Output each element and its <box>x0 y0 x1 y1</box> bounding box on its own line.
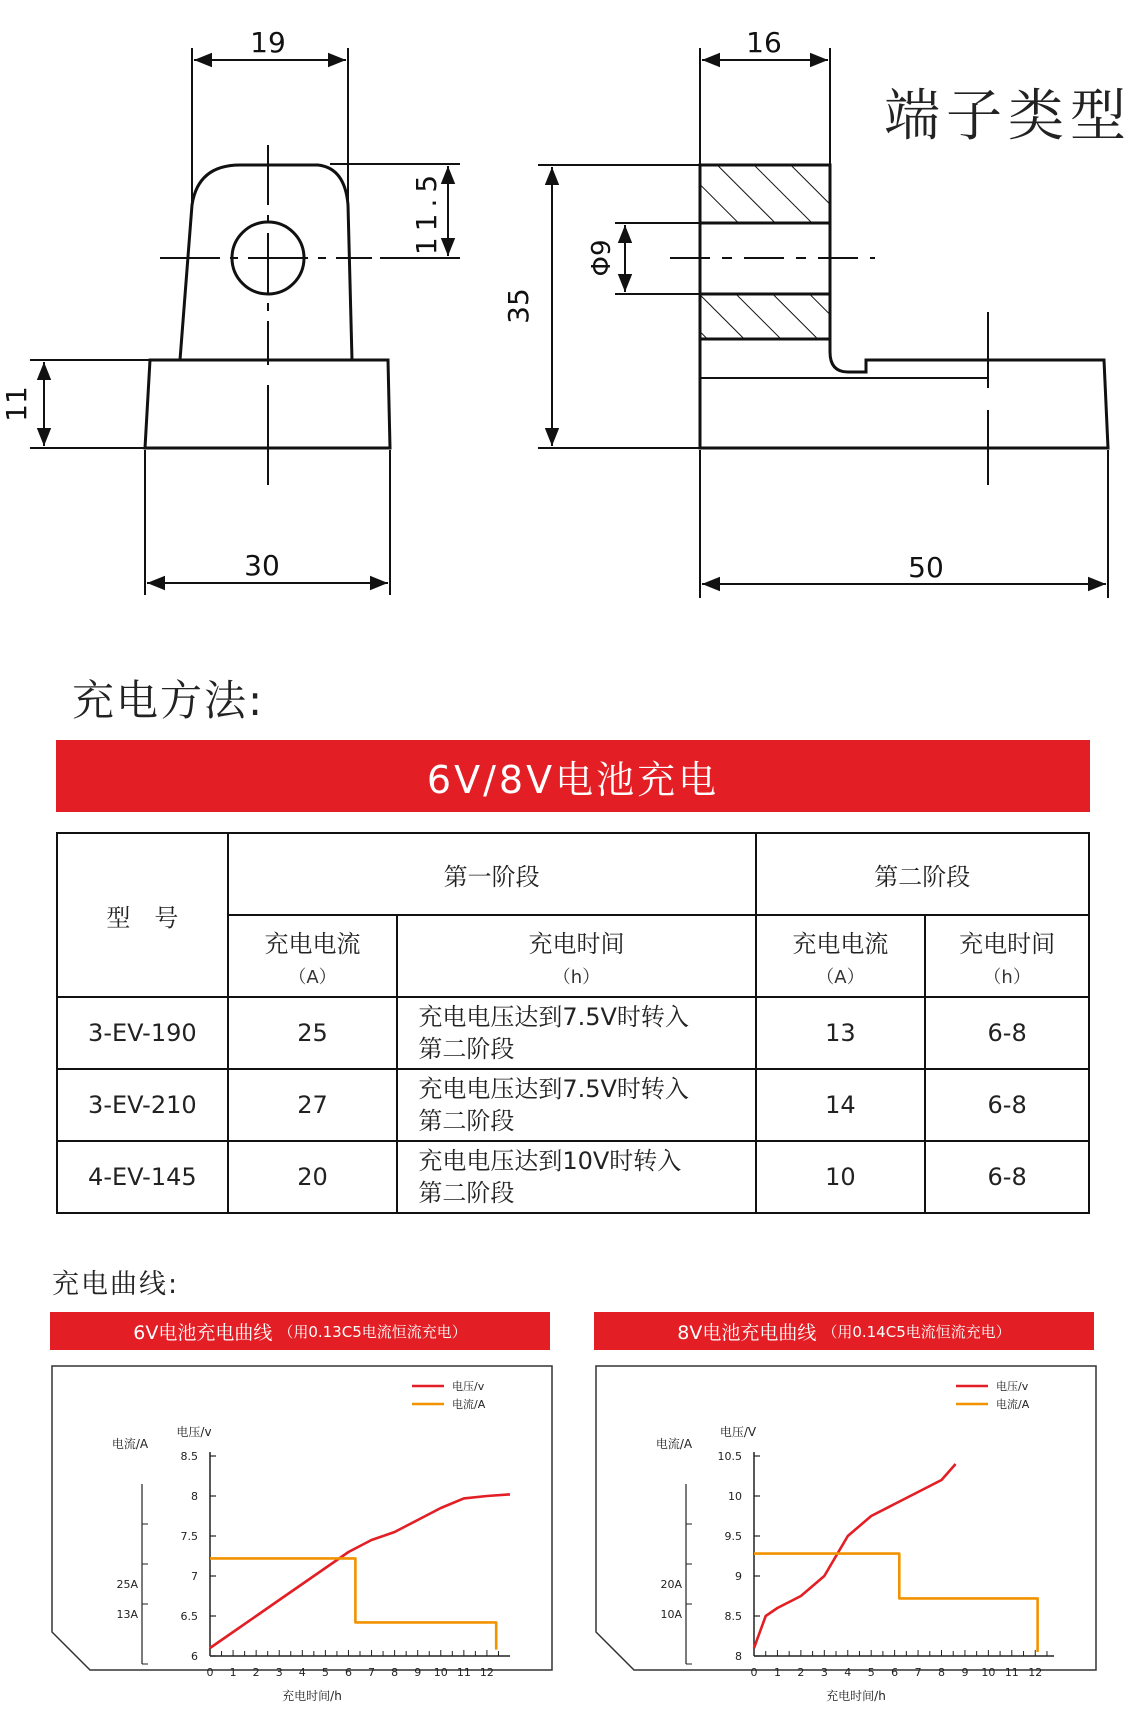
x-tick-label: 7 <box>368 1666 376 1679</box>
charging-banner: 6V/8V电池充电 <box>56 740 1090 812</box>
chart1-note: （用0.13C5电流恒流充电） <box>278 1322 467 1341</box>
y-tick-label: 6 <box>191 1650 198 1663</box>
x-tick-label: 2 <box>252 1666 260 1679</box>
y-tick-label: 10 <box>728 1490 742 1503</box>
x-tick-label: 12 <box>1028 1666 1043 1679</box>
current-axis-label: 电流/A <box>655 1437 693 1451</box>
lug-outline <box>180 165 352 360</box>
y-tick-label: 8 <box>735 1650 742 1663</box>
time2-cell: 6-8 <box>925 1141 1089 1213</box>
side-view <box>670 165 1108 485</box>
chart2-title-bar <box>594 1312 1094 1350</box>
current1-cell: 20 <box>228 1141 398 1213</box>
x-tick-label: 3 <box>820 1666 828 1679</box>
y-tick-label: 9.5 <box>724 1530 742 1543</box>
y-tick-label: 7 <box>191 1570 198 1583</box>
y-axis-label: 电压/v <box>176 1425 212 1439</box>
x-tick-label: 4 <box>298 1666 306 1679</box>
time-label: 充电时间 <box>528 929 625 958</box>
y-tick-label: 8.5 <box>180 1450 198 1463</box>
legend-label: 电压/v <box>452 1380 485 1393</box>
table-row <box>57 1141 1089 1213</box>
front-dimensions <box>30 48 460 595</box>
current-line <box>754 1554 1038 1652</box>
x-tick-label: 6 <box>344 1666 352 1679</box>
model-cell: 3-EV-190 <box>57 997 228 1069</box>
x-tick-label: 4 <box>844 1666 852 1679</box>
x-tick-label: 7 <box>914 1666 922 1679</box>
x-axis-label: 充电时间/h <box>826 1689 886 1703</box>
current-tick-label: 25A <box>116 1578 138 1591</box>
stage2-current-header <box>756 915 926 997</box>
time1-line2: 第二阶段 <box>418 1035 515 1063</box>
y-tick-label: 6.5 <box>180 1610 198 1623</box>
dim-16: 16 <box>746 26 782 59</box>
time2-cell: 6-8 <box>925 997 1089 1069</box>
legend-label: 电流/A <box>452 1398 486 1411</box>
dim-30: 30 <box>244 549 280 582</box>
chart1-svg <box>50 1364 554 1703</box>
x-tick-label: 8 <box>391 1666 399 1679</box>
x-tick-label: 1 <box>773 1666 781 1679</box>
current-tick-label: 10A <box>660 1608 682 1621</box>
time1-line1: 充电电压达到10V时转入 <box>418 1147 682 1175</box>
current-tick-label: 13A <box>116 1608 138 1621</box>
dim-50: 50 <box>908 551 944 584</box>
hatch-bottom <box>700 294 830 339</box>
chart1-title-bar <box>50 1312 550 1350</box>
y-tick-label: 8.5 <box>724 1610 742 1623</box>
dim-19: 19 <box>250 26 286 59</box>
time-label: 充电时间 <box>959 929 1056 958</box>
time1-cell <box>397 1141 755 1213</box>
legend-label: 电流/A <box>996 1398 1030 1411</box>
x-tick-label: 11 <box>1004 1666 1019 1679</box>
x-axis-label: 充电时间/h <box>282 1689 342 1703</box>
stage1-current-header <box>228 915 398 997</box>
time-unit: （h） <box>552 966 601 988</box>
dim-11: 11 <box>0 386 33 422</box>
chart-frame <box>596 1366 1096 1670</box>
y-tick-label: 10.5 <box>717 1450 742 1463</box>
time-unit: （h） <box>983 966 1031 988</box>
chart2-box <box>594 1364 1098 1703</box>
chart2-svg <box>594 1364 1098 1703</box>
chart2-title: 8V电池充电曲线 <box>677 1321 817 1344</box>
y-axis-label: 电压/V <box>719 1425 757 1439</box>
current-label: 充电电流 <box>792 929 889 958</box>
x-tick-label: 11 <box>456 1666 471 1679</box>
x-tick-label: 10 <box>433 1666 448 1679</box>
current-unit: （A） <box>816 966 865 988</box>
x-tick-label: 12 <box>479 1666 494 1679</box>
model-header: 型 号 <box>57 833 228 997</box>
dim-11-5: 11.5 <box>410 168 443 256</box>
time1-line2: 第二阶段 <box>418 1179 515 1207</box>
stage1-time-header <box>397 915 755 997</box>
current-tick-label: 20A <box>660 1578 682 1591</box>
x-tick-label: 1 <box>229 1666 237 1679</box>
x-tick-label: 9 <box>414 1666 422 1679</box>
legend-label: 电压/v <box>996 1380 1029 1393</box>
current2-cell: 13 <box>756 997 926 1069</box>
current-label: 充电电流 <box>264 929 361 958</box>
x-tick-label: 5 <box>867 1666 875 1679</box>
chart-frame <box>52 1366 552 1670</box>
time1-cell <box>397 1069 755 1141</box>
current-axis-label: 电流/A <box>111 1437 149 1451</box>
voltage-line <box>754 1464 956 1648</box>
time1-line1: 充电电压达到7.5V时转入 <box>418 1003 689 1031</box>
model-cell: 4-EV-145 <box>57 1141 228 1213</box>
hatch-top <box>700 165 830 223</box>
table-row <box>57 1069 1089 1141</box>
time1-line1: 充电电压达到7.5V时转入 <box>418 1075 689 1103</box>
stage1-header: 第一阶段 <box>228 833 756 915</box>
chart1-title: 6V电池充电曲线 <box>133 1321 273 1344</box>
table-row <box>57 997 1089 1069</box>
charging-table <box>56 832 1090 1214</box>
x-tick-label: 3 <box>275 1666 283 1679</box>
stage2-header: 第二阶段 <box>756 833 1089 915</box>
dim-35: 35 <box>502 288 535 324</box>
terminal-type-title: 端子类型 <box>884 84 1132 149</box>
charging-curve-heading: 充电曲线: <box>52 1269 180 1300</box>
x-tick-label: 9 <box>961 1666 969 1679</box>
current-line <box>210 1558 496 1649</box>
x-tick-label: 0 <box>206 1666 214 1679</box>
stage2-time-header <box>925 915 1089 997</box>
y-tick-label: 9 <box>735 1570 742 1583</box>
x-tick-label: 6 <box>891 1666 899 1679</box>
current2-cell: 10 <box>756 1141 926 1213</box>
charging-method-heading: 充电方法: <box>72 676 265 725</box>
time1-cell <box>397 997 755 1069</box>
time2-cell: 6-8 <box>925 1069 1089 1141</box>
x-tick-label: 10 <box>981 1666 996 1679</box>
chart2-note: （用0.14C5电流恒流充电） <box>822 1322 1011 1341</box>
x-tick-label: 0 <box>750 1666 758 1679</box>
dim-phi9: Φ9 <box>587 239 617 277</box>
current-unit: （A） <box>288 966 337 988</box>
x-tick-label: 2 <box>797 1666 805 1679</box>
chart1-box <box>50 1364 554 1703</box>
model-cell: 3-EV-210 <box>57 1069 228 1141</box>
front-view <box>145 145 390 485</box>
current1-cell: 27 <box>228 1069 398 1141</box>
time1-line2: 第二阶段 <box>418 1107 515 1135</box>
current1-cell: 25 <box>228 997 398 1069</box>
y-tick-label: 8 <box>191 1490 198 1503</box>
x-tick-label: 5 <box>321 1666 329 1679</box>
voltage-line <box>210 1494 510 1648</box>
y-tick-label: 7.5 <box>180 1530 198 1543</box>
x-tick-label: 8 <box>938 1666 945 1679</box>
current2-cell: 14 <box>756 1069 926 1141</box>
